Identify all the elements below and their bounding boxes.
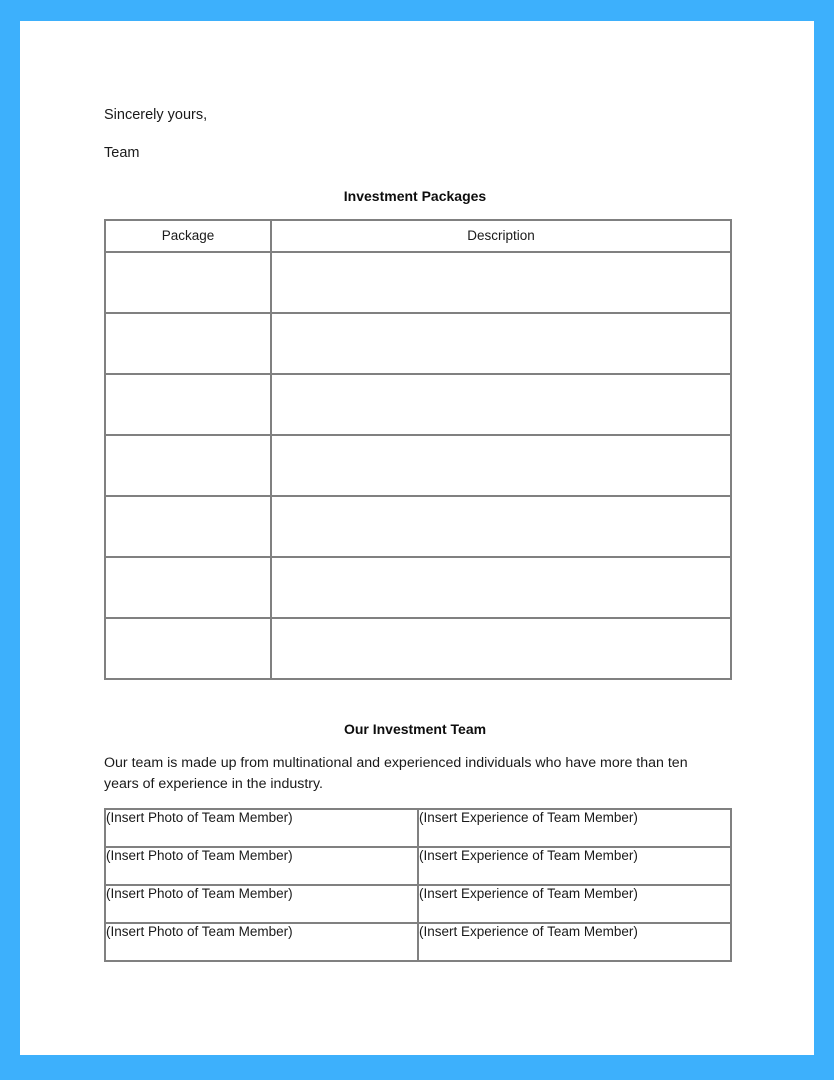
table-row: [105, 557, 731, 618]
table-row: [105, 885, 731, 923]
package-cell[interactable]: [105, 374, 271, 435]
team-experience-cell[interactable]: (Insert Experience of Team Member): [418, 809, 731, 847]
team-experience-cell[interactable]: (Insert Experience of Team Member): [418, 923, 731, 961]
description-cell[interactable]: [271, 618, 731, 679]
description-cell[interactable]: [271, 313, 731, 374]
document-page: [20, 21, 814, 1055]
description-cell[interactable]: [271, 374, 731, 435]
column-header-description: Description: [271, 220, 731, 252]
table-row: [105, 809, 731, 847]
table-row: [105, 313, 731, 374]
investment-packages-table-wrapper: [104, 219, 734, 680]
our-investment-team-heading: Our Investment Team: [343, 721, 487, 738]
package-cell[interactable]: [105, 618, 271, 679]
package-cell[interactable]: [105, 496, 271, 557]
table-header-row: [105, 220, 731, 252]
team-photo-cell[interactable]: (Insert Photo of Team Member): [105, 847, 418, 885]
document-content: [104, 106, 734, 962]
table-row: [105, 374, 731, 435]
table-row: [105, 435, 731, 496]
team-experience-cell[interactable]: (Insert Experience of Team Member): [418, 885, 731, 923]
team-experience-cell[interactable]: (Insert Experience of Team Member): [418, 847, 731, 885]
team-members-table: [104, 808, 732, 962]
package-cell[interactable]: [105, 252, 271, 313]
description-cell[interactable]: [271, 496, 731, 557]
table-row: [105, 496, 731, 557]
table-row: [105, 923, 731, 961]
package-cell[interactable]: [105, 313, 271, 374]
description-cell[interactable]: [271, 435, 731, 496]
team-photo-cell[interactable]: (Insert Photo of Team Member): [105, 923, 418, 961]
team-description-paragraph: Our team is made up from multinational and experienced individuals who have more than ten years of experience in the industry.: [104, 755, 688, 793]
package-cell[interactable]: [105, 557, 271, 618]
column-header-package: Package: [105, 220, 271, 252]
table-row: [105, 618, 731, 679]
team-photo-cell[interactable]: (Insert Photo of Team Member): [105, 809, 418, 847]
closing-salutation: Sincerely yours,: [104, 107, 208, 123]
investment-packages-heading: Investment Packages: [343, 188, 487, 205]
team-members-table-wrapper: [104, 808, 734, 962]
closing-signature: Team: [104, 144, 140, 161]
description-cell[interactable]: [271, 252, 731, 313]
description-cell[interactable]: [271, 557, 731, 618]
team-photo-cell[interactable]: (Insert Photo of Team Member): [105, 885, 418, 923]
table-row: [105, 847, 731, 885]
table-row: [105, 252, 731, 313]
package-cell[interactable]: [105, 435, 271, 496]
investment-packages-table: [104, 219, 732, 680]
